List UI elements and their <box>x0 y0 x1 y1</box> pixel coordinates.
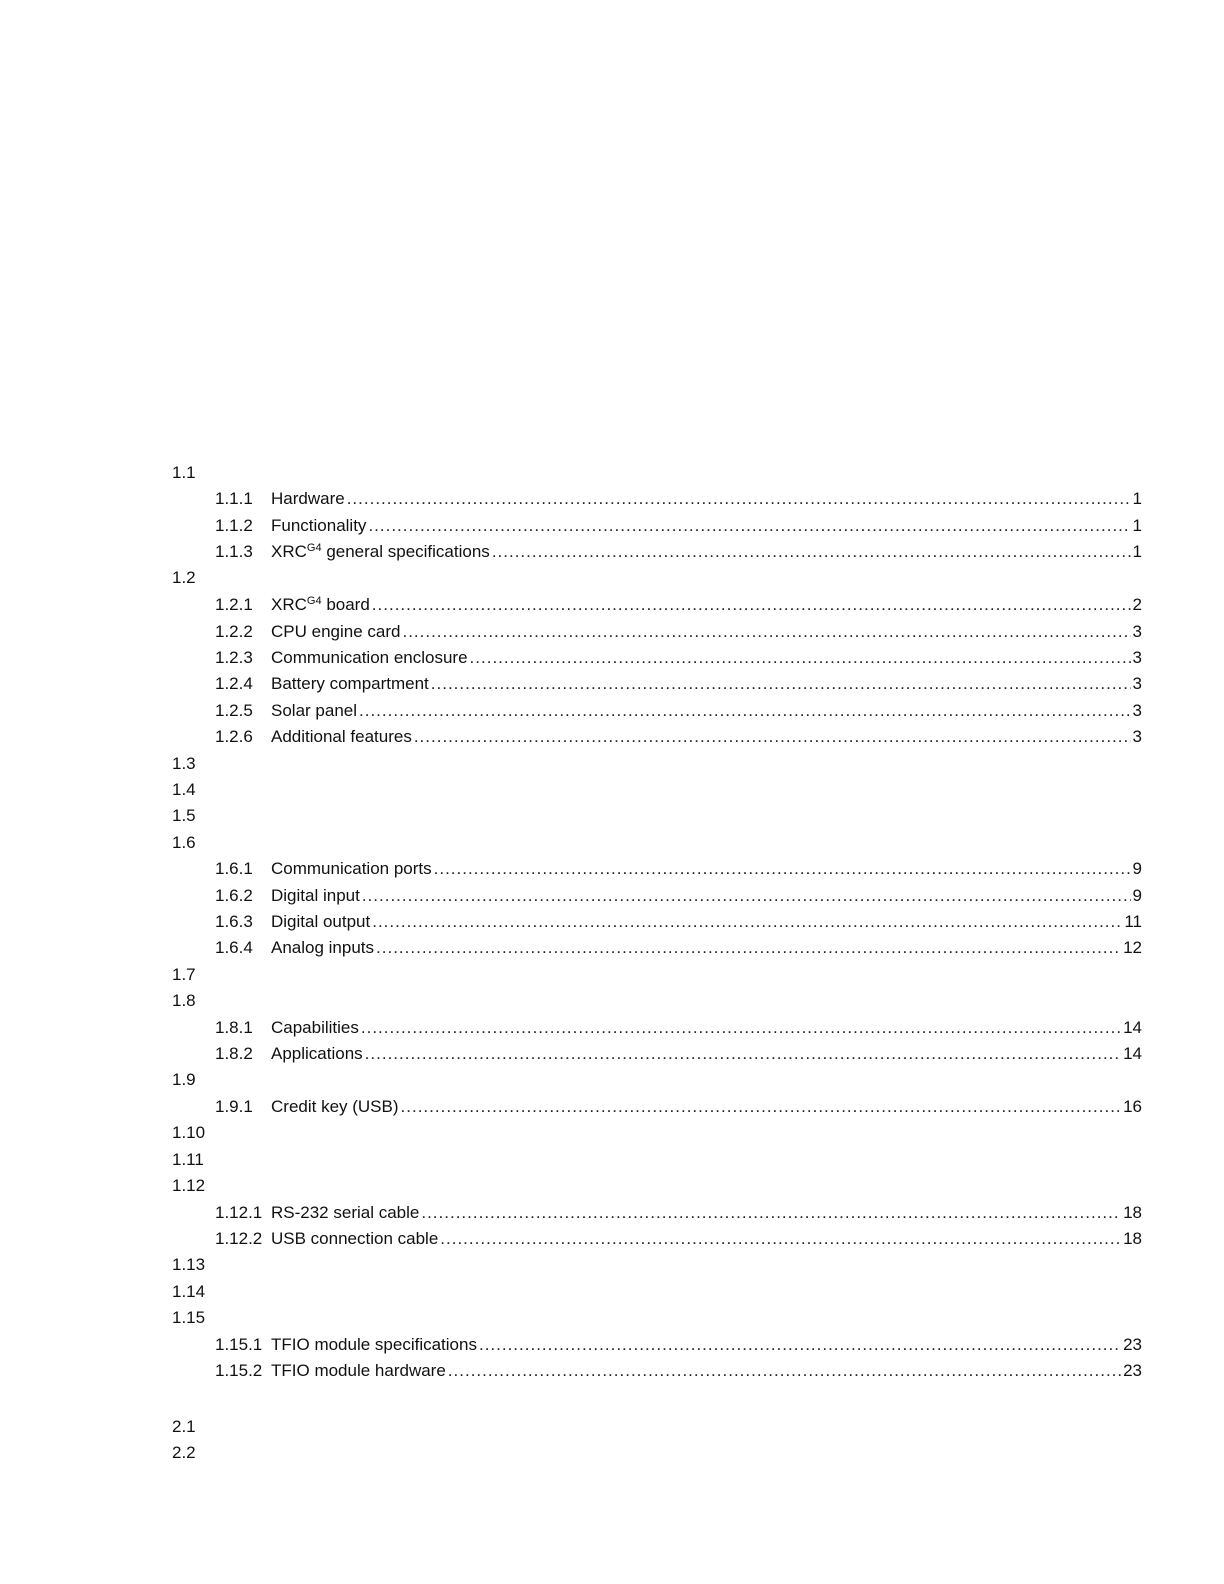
toc-entry-level1[interactable] <box>0 565 1224 591</box>
toc-section-number: 1.12.1 <box>215 1203 263 1222</box>
toc-section-number: 1.7 <box>172 965 196 984</box>
toc-entry-level1[interactable] <box>0 1147 1224 1173</box>
toc-dot-leader <box>414 724 1131 750</box>
toc-entry[interactable] <box>0 539 1224 565</box>
toc-section-number: 1.1.1 <box>215 489 253 508</box>
toc-section-number: 1.3 <box>172 754 196 773</box>
toc-dot-leader <box>372 909 1122 935</box>
toc-dot-leader <box>431 671 1131 697</box>
toc-entry-level1[interactable] <box>0 1120 1224 1146</box>
toc-title: Applications <box>271 1044 363 1063</box>
toc-dot-leader <box>372 592 1131 618</box>
toc-page-number: 3 <box>1132 674 1142 693</box>
toc-title: $XRC^{G4}$ general specifications <box>271 542 490 561</box>
toc-page-number: 23 <box>1123 1335 1142 1354</box>
toc-dot-leader <box>361 1015 1121 1041</box>
toc-title: Functionality <box>271 516 367 535</box>
toc-title-superscript: G4 <box>306 595 322 607</box>
toc-entry-level1[interactable] <box>0 988 1224 1014</box>
toc-dot-leader <box>479 1332 1121 1358</box>
toc-page-number: 16 <box>1123 1097 1142 1116</box>
toc-page-number: 1 <box>1132 542 1142 561</box>
toc-entry[interactable] <box>0 1358 1224 1384</box>
toc-section-number: 1.11 <box>172 1150 204 1169</box>
toc-entry[interactable] <box>0 856 1224 882</box>
toc-entry-level1[interactable] <box>0 1252 1224 1278</box>
toc-dot-leader <box>347 486 1131 512</box>
toc-entry-level1[interactable] <box>0 830 1224 856</box>
toc-title: TFIO module specifications <box>271 1335 477 1354</box>
toc-section-number: 1.2.5 <box>215 701 253 720</box>
toc-section-number: 1.4 <box>172 780 196 799</box>
toc-dot-leader <box>365 1041 1121 1067</box>
toc-title: Communication enclosure <box>271 648 468 667</box>
toc-section-number: 1.2 <box>172 568 196 587</box>
toc-entry[interactable] <box>0 1332 1224 1358</box>
toc-entry[interactable] <box>0 645 1224 671</box>
toc-dot-leader <box>448 1358 1121 1384</box>
toc-section-number: 1.12 <box>172 1176 206 1195</box>
toc-entry[interactable] <box>0 1094 1224 1120</box>
toc-title: CPU engine card <box>271 622 401 641</box>
toc-title: Digital output <box>271 912 371 931</box>
toc-title: Communication ports <box>271 859 432 878</box>
toc-entry-level1[interactable] <box>0 1279 1224 1305</box>
toc-section-number: 2.1 <box>172 1417 196 1436</box>
toc-section-number: 1.14 <box>172 1282 206 1301</box>
toc-section-number: 1.9.1 <box>215 1097 253 1116</box>
toc-entry[interactable] <box>0 1041 1224 1067</box>
toc-section-number: 1.6 <box>172 833 196 852</box>
toc-page-number: 9 <box>1132 859 1142 878</box>
toc-title: Credit key (USB) <box>271 1097 399 1116</box>
toc-entry-level1[interactable] <box>0 460 1224 486</box>
toc-entry[interactable] <box>0 513 1224 539</box>
toc-section-number: 1.10 <box>172 1123 206 1142</box>
toc-entry[interactable] <box>0 724 1224 750</box>
toc-page-number: 14 <box>1123 1044 1142 1063</box>
toc-entry[interactable] <box>0 671 1224 697</box>
toc-entry-level1[interactable] <box>0 1305 1224 1331</box>
toc-title: Analog inputs <box>271 938 375 957</box>
toc-title: TFIO module hardware <box>271 1361 446 1380</box>
toc-section-number: 1.1.2 <box>215 516 253 535</box>
toc-page-number: 23 <box>1123 1361 1142 1380</box>
toc-section-number: 1.6.2 <box>215 886 253 905</box>
toc-entry[interactable] <box>0 909 1224 935</box>
toc-title: RS-232 serial cable <box>271 1203 420 1222</box>
toc-section-number: 1.15.1 <box>215 1335 263 1354</box>
toc-page-number: 14 <box>1123 1018 1142 1037</box>
toc-section-number: 1.1 <box>172 463 196 482</box>
toc-section-number: 1.2.6 <box>215 727 253 746</box>
toc-entry-level1[interactable] <box>0 1173 1224 1199</box>
toc-section-number: 1.15 <box>172 1308 206 1327</box>
toc-page-number: 12 <box>1123 938 1142 957</box>
toc-entry[interactable] <box>0 1015 1224 1041</box>
toc-entry[interactable] <box>0 486 1224 512</box>
toc-section-number: 1.9 <box>172 1070 196 1089</box>
toc-entry[interactable] <box>0 935 1224 961</box>
toc-page-number: 11 <box>1124 912 1142 931</box>
toc-section-number: 1.8.1 <box>215 1018 253 1037</box>
toc-entry-level1[interactable] <box>0 1440 1224 1466</box>
toc-dot-leader <box>376 935 1121 961</box>
toc-title-superscript: G4 <box>306 542 322 554</box>
toc-entry-level1[interactable] <box>0 962 1224 988</box>
toc-page-number: 3 <box>1132 727 1142 746</box>
toc-section-number: 1.6.4 <box>215 938 253 957</box>
toc-dot-leader <box>470 645 1131 671</box>
toc-title: Digital input <box>271 886 360 905</box>
toc-page-number: 1 <box>1132 489 1142 508</box>
toc-section-number: 1.6.1 <box>215 859 253 878</box>
toc-section-number: 1.2.2 <box>215 622 253 641</box>
toc-section-number: 2.2 <box>172 1443 196 1462</box>
toc-page-number: 18 <box>1123 1203 1142 1222</box>
toc-section-number: 1.1.3 <box>215 542 253 561</box>
toc-dot-leader <box>434 856 1131 882</box>
toc-section-number: 1.13 <box>172 1255 206 1274</box>
toc-section-number: 1.8 <box>172 991 196 1010</box>
toc-title: Hardware <box>271 489 345 508</box>
toc-entry-level1[interactable] <box>0 1067 1224 1093</box>
toc-section-number: 1.2.4 <box>215 674 253 693</box>
toc-entry-level1[interactable] <box>0 1414 1224 1440</box>
toc-entry[interactable] <box>0 1200 1224 1226</box>
toc-title: Capabilities <box>271 1018 359 1037</box>
toc-section-number: 1.15.2 <box>215 1361 263 1380</box>
toc-page-number: 3 <box>1132 622 1142 641</box>
toc-entry[interactable] <box>0 698 1224 724</box>
toc-dot-leader <box>402 619 1130 645</box>
toc-dot-leader <box>492 539 1131 565</box>
toc-title: Battery compartment <box>271 674 429 693</box>
toc-section-number: 1.2.1 <box>215 595 253 614</box>
toc-entry-level1[interactable] <box>0 751 1224 777</box>
toc-title: Additional features <box>271 727 412 746</box>
toc-entry[interactable] <box>0 592 1224 618</box>
toc-dot-leader <box>362 883 1131 909</box>
toc-entry-level1[interactable] <box>0 803 1224 829</box>
toc-dot-leader <box>368 513 1130 539</box>
toc-section-number: 1.5 <box>172 806 196 825</box>
toc-dot-leader <box>359 698 1131 724</box>
toc-section-number: 1.12.2 <box>215 1229 263 1248</box>
toc-page-number: 18 <box>1123 1229 1142 1248</box>
toc-dot-leader <box>440 1226 1121 1252</box>
toc-dot-leader <box>401 1094 1122 1120</box>
toc-page-number: 3 <box>1132 701 1142 720</box>
toc-section-number: 1.2.3 <box>215 648 253 667</box>
toc-entry[interactable] <box>0 619 1224 645</box>
toc-page-number: 1 <box>1132 516 1142 535</box>
toc-title: Solar panel <box>271 701 358 720</box>
toc-page-number: 3 <box>1132 648 1142 667</box>
toc-entry-level1[interactable] <box>0 777 1224 803</box>
toc-page-number: 9 <box>1132 886 1142 905</box>
toc-entry[interactable] <box>0 883 1224 909</box>
toc-section-number: 1.6.3 <box>215 912 253 931</box>
toc-section-number: 1.8.2 <box>215 1044 253 1063</box>
toc-title: $XRC^{G4}$ board <box>271 595 370 614</box>
toc-title: USB connection cable <box>271 1229 439 1248</box>
toc-page-number: 2 <box>1132 595 1142 614</box>
toc-dot-leader <box>421 1200 1121 1226</box>
toc-entry[interactable] <box>0 1226 1224 1252</box>
